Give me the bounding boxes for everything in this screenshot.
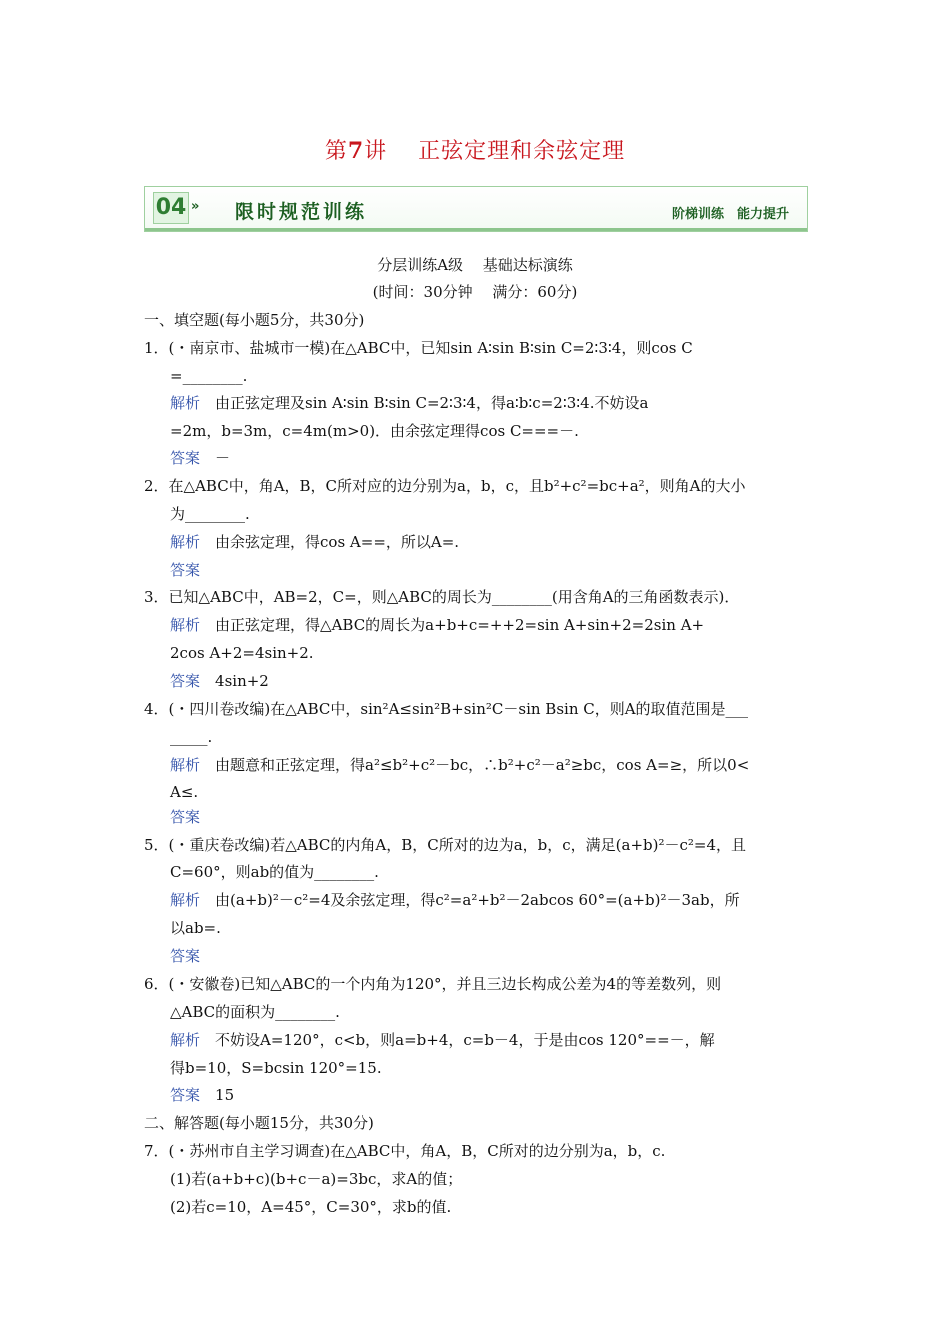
question-1-analysis-2: =2m，b=3m，c=4m(m>0)．由余弦定理得cos C===－. <box>170 422 579 440</box>
question-4-analysis-2: A≤. <box>170 783 199 801</box>
question-6-answer: 答案 15 <box>170 1086 235 1104</box>
answer-label: 答案 <box>170 1086 201 1104</box>
question-3-line-1: 3．已知△ABC中，AB=2，C=，则△ABC的周长为________(用含角A的三角函数表示)． <box>144 588 740 606</box>
analysis-label: 解析 <box>170 394 201 412</box>
answer-label: 答案 <box>170 561 201 579</box>
question-6-line-2: △ABC的面积为________. <box>170 1003 340 1021</box>
question-3-analysis-2: 2cos A+2=4sin+2. <box>170 644 314 662</box>
banner-heading: 限时规范训练 <box>235 201 368 223</box>
question-5-answer <box>170 946 215 966</box>
answer-label: 答案 <box>170 808 201 826</box>
question-4-line-1: 4．(・四川卷改编)在△ABC中，sin²A≤sin²B+sin²C－sin Bsin C，则A的取值范围是___ <box>144 700 749 718</box>
question-1-line-2: =________. <box>170 367 248 385</box>
question-1-analysis-1: 解析 由正弦定理及sin A∶sin B∶sin C=2∶3∶4，得a∶b∶c=2∶3∶4.不妨设a <box>170 394 649 412</box>
banner-underline <box>145 228 807 231</box>
question-7-part-1: (1)若(a+b+c)(b+c－a)=3bc，求A的值； <box>170 1170 463 1188</box>
page-title: 第7讲 正弦定理和余弦定理 <box>324 138 626 164</box>
analysis-label: 解析 <box>170 1031 201 1049</box>
question-7-line-1: 7．(・苏州市自主学习调查)在△ABC中，角A，B，C所对的边分别为a，b，c. <box>144 1142 666 1160</box>
analysis-label: 解析 <box>170 756 201 774</box>
question-3-answer: 答案 4sin+2 <box>170 672 269 690</box>
question-5-line-1: 5．(・重庆卷改编)若△ABC的内角A，B，C所对的边为a，b，c，满足(a+b)²－c²=4，且 <box>144 836 747 854</box>
question-2-analysis-1: 解析 由余弦定理，得cos A==，所以A=. <box>170 533 460 551</box>
section-heading-solve: 二、解答题(每小题15分，共30分) <box>144 1114 374 1132</box>
question-3-analysis-1: 解析 由正弦定理，得△ABC的周长为a+b+c=++2=sin A+sin+2=2sin A+ <box>170 616 705 634</box>
section-heading-fill: 一、填空题(每小题5分，共30分) <box>144 311 365 329</box>
question-4-answer <box>170 807 215 827</box>
answer-label: 答案 <box>170 947 201 965</box>
answer-label: 答案 <box>170 672 201 690</box>
level-heading: 分层训练A级 基础达标演练 <box>377 256 573 274</box>
question-1-answer: 答案 － <box>170 449 231 467</box>
analysis-label: 解析 <box>170 616 201 634</box>
question-6-line-1: 6．(・安徽卷)已知△ABC的一个内角为120°，并且三边长构成公差为4的等差数列，则 <box>144 975 722 993</box>
analysis-label: 解析 <box>170 533 201 551</box>
question-7-part-2: (2)若c=10，A=45°，C=30°，求b的值. <box>170 1198 452 1216</box>
question-1-line-1: 1．(・南京市、盐城市一模)在△ABC中，已知sin A∶sin B∶sin C=2∶3∶4，则cos C <box>144 339 693 357</box>
banner-subtitle: 阶梯训练 能力提升 <box>671 207 789 222</box>
question-2-answer <box>170 560 215 580</box>
question-5-line-2: C=60°，则ab的值为________. <box>170 863 379 881</box>
chevron-icon: » <box>191 199 200 214</box>
question-6-analysis-1: 解析 不妨设A=120°，c<b，则a=b+4，c=b－4，于是由cos 120°==－，解 <box>170 1031 715 1049</box>
question-5-analysis-1: 解析 由(a+b)²－c²=4及余弦定理，得c²=a²+b²－2abcos 60°=(a+b)²－3ab，所 <box>170 891 740 909</box>
answer-label: 答案 <box>170 449 201 467</box>
time-score-info: (时间：30分钟 满分：60分) <box>372 283 578 301</box>
question-2-line-2: 为________. <box>170 505 250 523</box>
analysis-label: 解析 <box>170 891 201 909</box>
question-4-line-2: _____. <box>170 728 213 746</box>
question-2-line-1: 2．在△ABC中，角A，B，C所对应的边分别为a，b，c，且b²+c²=bc+a²，则角A的大小 <box>144 477 746 495</box>
banner-number-badge: 04 <box>153 192 189 224</box>
question-6-analysis-2: 得b=10，S=bcsin 120°=15. <box>170 1059 382 1077</box>
question-5-analysis-2: 以ab=. <box>170 919 221 937</box>
section-banner <box>144 186 808 232</box>
question-4-analysis-1: 解析 由题意和正弦定理，得a²≤b²+c²－bc，∴b²+c²－a²≥bc，cos A=≥，所以0< <box>170 756 750 774</box>
